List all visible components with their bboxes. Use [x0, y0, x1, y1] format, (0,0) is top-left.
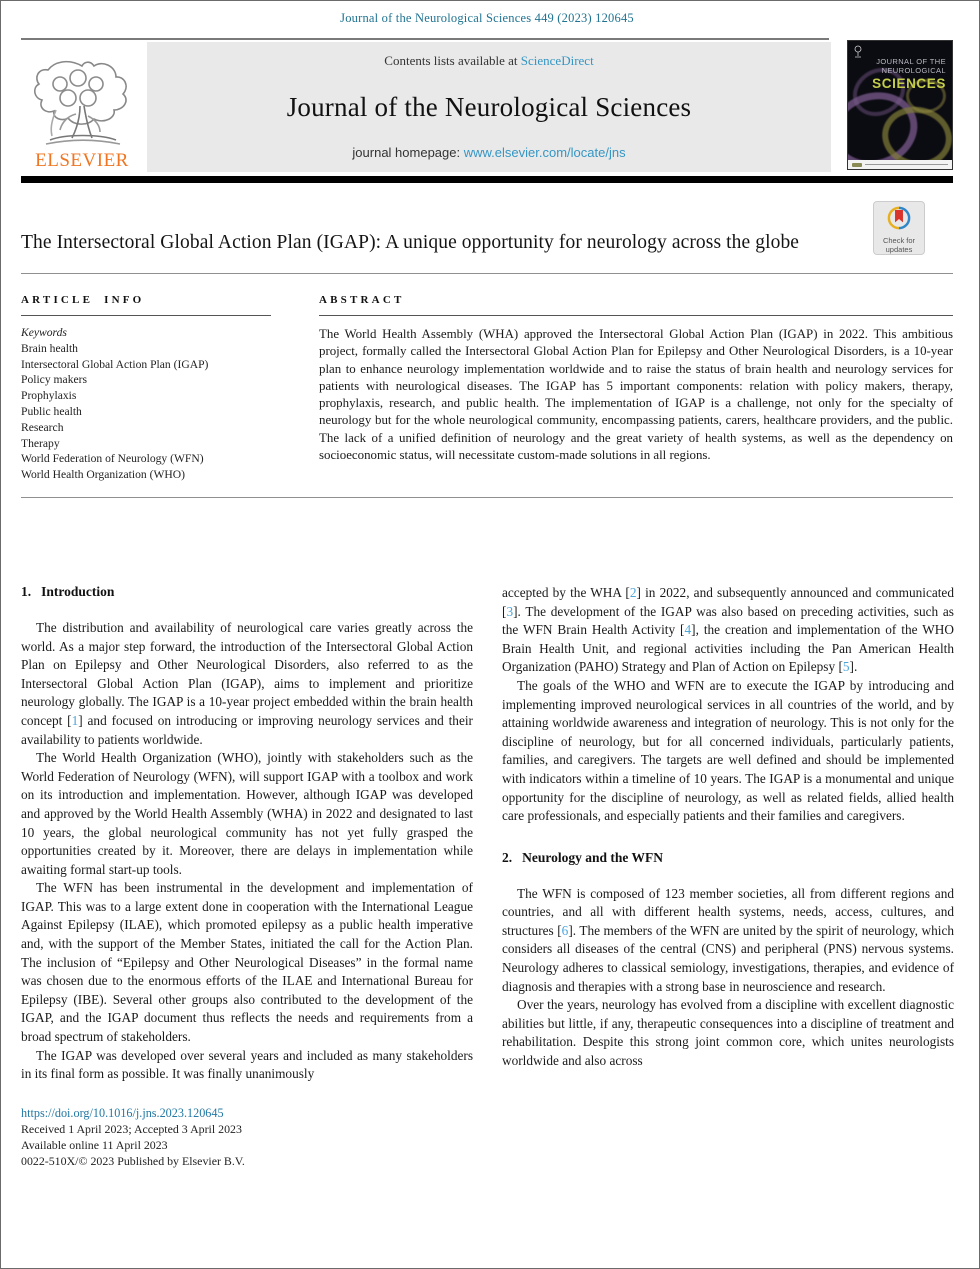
issn-copyright-line: 0022-510X/© 2023 Published by Elsevier B.V. — [21, 1154, 245, 1169]
reference-link[interactable]: 6 — [561, 922, 569, 938]
reference-link[interactable]: 3 — [506, 603, 514, 619]
abstract-column — [319, 294, 953, 483]
article-info-heading: ARTICLE INFO — [21, 294, 145, 306]
elsevier-tree-icon — [30, 54, 134, 154]
check-for-updates-button[interactable] — [873, 201, 925, 255]
journal-cover-thumbnail[interactable] — [847, 40, 953, 170]
reference-link[interactable]: 2 — [629, 584, 637, 600]
paragraph: The distribution and availability of neurological care varies greatly across the world. As a major step forward, the introduction of the Intersectoral Global Action Plan on Epilepsy and Other Neurological Disorders, also referred to as the Intersectoral Global Action Plan (IGAP), aims to implement and prioritize neurology globally. The IGAP is a 10-year project embedded within the brain health concept [1] and focused on introducing or improving neurology services and their availability to patients worldwide. — [21, 619, 473, 747]
keyword-item: Brain health — [21, 341, 78, 355]
check-for-updates-icon — [886, 205, 912, 236]
paragraph: The WFN has been instrumental in the development and implementation of IGAP. This was to a large extent done in cooperation with the International League Against Epilepsy (ILAE), which promoted epilepsy as a public health imperative and, with the support of the Member States, initiated the call for the Action Plan. The inclusion of “Epilepsy and Other Neurological Diseases” in the formal name was chosen due to the enormous efforts of the ILAE and International Bureau for Epilepsy (IBE). Several other groups also contributed to the development of the IGAP, and the IGAP document thus reflects the needs and requirements from a broad spectrum of stakeholders. — [21, 880, 473, 1045]
cover-bottom-strip — [848, 160, 952, 169]
paragraph: The WFN is composed of 123 member societies, all from different regions and countries, and all with different health systems, needs, access, cultures, and structures [6]. The members of the WFN are united by the spirit of neurology, which considers all diseases of the central (CNS) and peripheral (PNS) nervous systems. Neurology adheres to classical semiology, investigations, therapies, and evidence of diagnosis and therapies with a strong base in neuroscience and research. — [502, 885, 954, 994]
abstract-bottom-rule — [21, 497, 953, 498]
journal-masthead-box — [147, 42, 831, 172]
keyword-item: World Federation of Neurology (WFN) — [21, 452, 204, 466]
section-title: Neurology and the WFN — [522, 849, 664, 865]
doi-link[interactable]: https://doi.org/10.1016/j.jns.2023.120645 — [21, 1105, 224, 1120]
keyword-item: Prophylaxis — [21, 389, 77, 403]
available-online-line: Available online 11 April 2023 — [21, 1138, 168, 1153]
keyword-item: Therapy — [21, 436, 60, 450]
cover-title-line2: NEUROLOGICAL — [881, 66, 946, 75]
section-number: 2. — [502, 849, 513, 865]
keyword-item: Policy makers — [21, 373, 88, 387]
article-info-column — [21, 294, 295, 483]
cover-title-line3: SCIENCES — [872, 76, 946, 91]
paragraph: The goals of the WHO and WFN are to execute the IGAP by introducing and implementing improved neurological services in all countries of the world, and by attaining worldwide awareness and integration of neurology. This is not only for the discipline of neurology, but for all concerned individuals, particularly patients, families, and caregivers. The targets are well defined and should be implemented with indicators within a timeline of 10 years. The IGAP is a monumental and unique opportunity for the discipline of neurology, as well as related fields, allied health care professionals, and especially patients and their families and caregivers. — [502, 677, 954, 824]
paragraph: Over the years, neurology has evolved from a discipline with excellent diagnostic abilities but little, if any, therapeutic consequences into a discipline of treatment and rehabilitation. Despite this strong joint common core, which unites neurologists worldwide and also across — [502, 997, 954, 1069]
paragraph: The IGAP was developed over several years and included as many stakeholders in its final form as possible. It was finally unanimously — [21, 1047, 473, 1082]
journal-header — [21, 38, 953, 172]
keyword-item: Research — [21, 420, 64, 434]
body-column-left — [21, 584, 473, 1170]
paragraph: The World Health Organization (WHO), jointly with stakeholders such as the World Federation of Neurology (WFN), will support IGAP with a toolbox and work on its introduction and implementation. However, although IGAP was developed and approved by the World Health Assembly (WHA) in 2022 and designated to last 10 years, the global neurological community has not yet fully grasped the opportunities created by it. Moreover, there are delays in implementation while awaiting formal start-up tools. — [21, 750, 473, 877]
homepage-prefix: journal homepage: — [352, 145, 464, 160]
article-body — [21, 584, 953, 1170]
article-title: The Intersectoral Global Action Plan (IGAP): A unique opportunity for neurology across the globe — [21, 232, 800, 253]
reference-link[interactable]: 1 — [71, 712, 79, 728]
abstract-text: The World Health Assembly (WHA) approved the Intersectoral Global Action Plan (IGAP) in 2022. This ambitious project, formally called the Intersectoral Global Action Plan for Epilepsy and Other Neurological Disorders, is a 10-year plan to enhance neurology implementation worldwide and to raise the status of brain health and neurology services for patients with neurological diseases. The IGAP has 5 important components: relation with policy makers, therapy, prophylaxis, research, and public health. The implementation of IGAP is a challenge, not only for the specialty of neurology but for the whole neurological community, encompassing patients, carers, healthcare providers, and the public. The lack of a unified definition of neurology and the great variety of health systems, as well as the dependency on socioeconomic status, will necessitate custom-made solutions in all regions. — [319, 327, 953, 463]
abstract-heading: ABSTRACT — [319, 294, 405, 306]
cover-title-block — [872, 57, 946, 91]
title-area — [21, 229, 953, 274]
article-footnote-block — [21, 1105, 473, 1170]
article-info-rule — [21, 315, 271, 316]
keyword-item: Intersectoral Global Action Plan (IGAP) — [21, 357, 209, 371]
paragraph: accepted by the WHA [2] in 2022, and subsequently announced and communicated [3]. The development of the IGAP was also based on preceding activities, such as the WFN Brain Health Activity [4], the creation and implementation of the WHO Brain Health Unit, and regional activities including the Pan American Health Organization (PAHO) Strategy and Plan of Action on Epilepsy [5]. — [502, 584, 954, 675]
abstract-rule — [319, 315, 953, 316]
journal-title: Journal of the Neurological Sciences — [286, 91, 692, 122]
section-heading-neurology-wfn — [502, 850, 954, 866]
cover-title-line1: JOURNAL OF THE — [876, 57, 946, 66]
journal-homepage-link[interactable]: www.elsevier.com/locate/jns — [463, 145, 626, 160]
contents-line — [384, 53, 593, 69]
reference-link[interactable]: 4 — [684, 622, 692, 638]
sciencedirect-link[interactable]: ScienceDirect — [520, 53, 594, 68]
keywords-label: Keywords — [21, 326, 67, 339]
received-accepted-line: Received 1 April 2023; Accepted 3 April 2023 — [21, 1122, 242, 1137]
section-heading-introduction — [21, 584, 473, 600]
cover-elsevier-mini-icon — [853, 45, 863, 63]
check-for-updates-label: Check for updates — [882, 236, 916, 254]
article-info-abstract-section — [21, 294, 953, 483]
elsevier-wordmark: ELSEVIER — [35, 150, 129, 171]
keywords-list — [21, 325, 295, 483]
contents-prefix: Contents lists available at — [384, 53, 521, 68]
keyword-item: Public health — [21, 404, 82, 418]
reference-link[interactable]: 5 — [842, 659, 850, 675]
header-divider-bar — [21, 176, 953, 183]
keyword-item: World Health Organization (WHO) — [21, 468, 186, 482]
elsevier-logo[interactable] — [21, 42, 143, 172]
section-number: 1. — [21, 583, 32, 599]
journal-citation-line: Journal of the Neurological Sciences 449 (2023) 120645 — [340, 11, 634, 25]
body-column-right — [502, 584, 954, 1170]
homepage-line — [352, 145, 625, 160]
header-top-rule — [21, 38, 829, 40]
title-bottom-rule — [21, 273, 953, 274]
section-title: Introduction — [41, 583, 115, 599]
